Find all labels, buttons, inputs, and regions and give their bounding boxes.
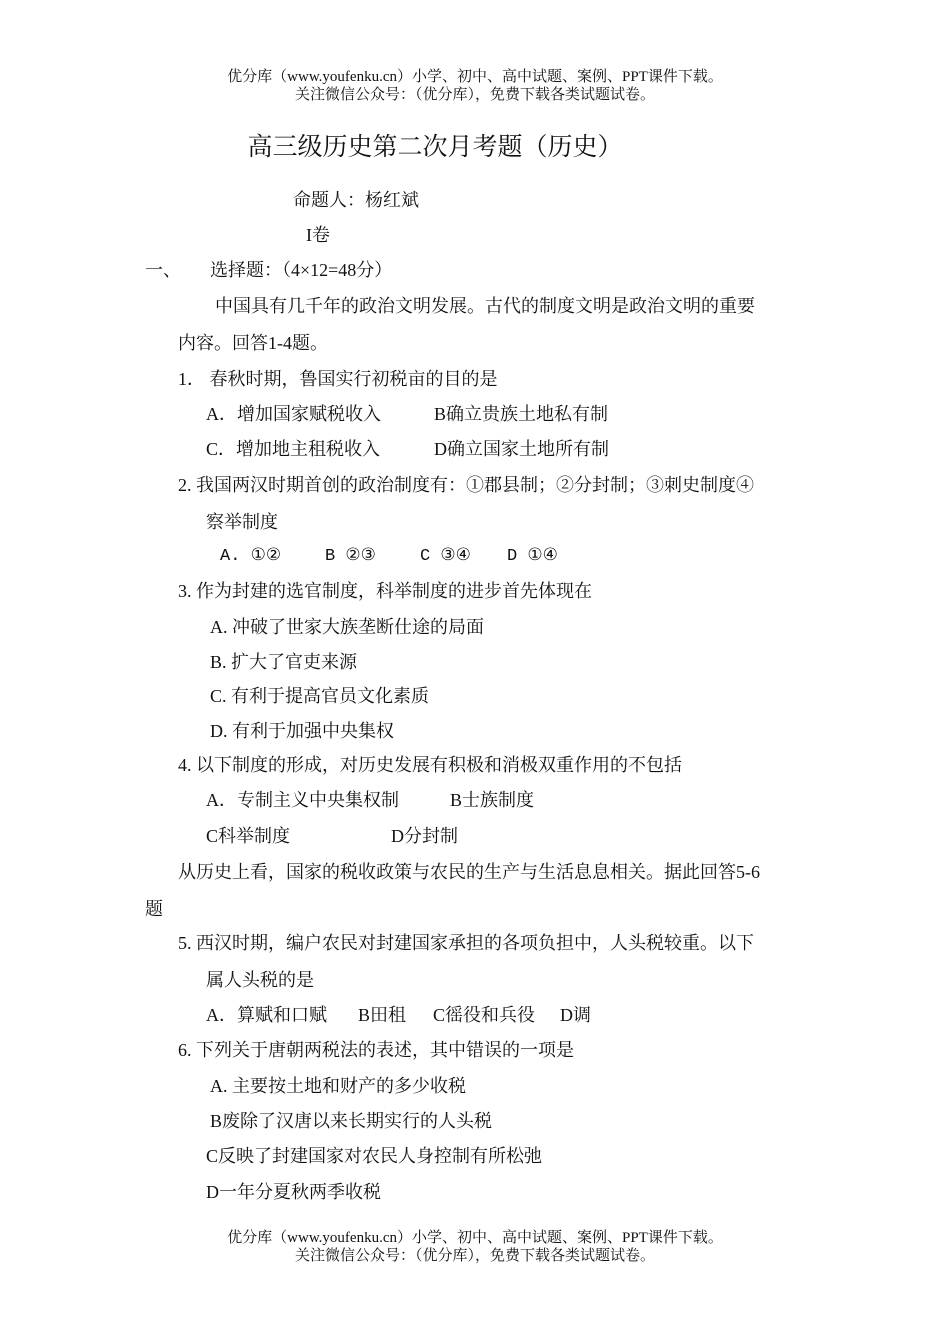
question-3-stem: 3. 作为封建的选官制度，科举制度的进步首先体现在 bbox=[178, 581, 592, 601]
question-5-option-b: B田租 bbox=[358, 1005, 407, 1025]
question-6-stem: 6. 下列关于唐朝两税法的表述，其中错误的一项是 bbox=[178, 1040, 574, 1060]
question-4-option-a: A．专制主义中央集权制 bbox=[206, 790, 399, 810]
question-2-option-c: C ③④ bbox=[420, 547, 471, 566]
question-4-stem: 4. 以下制度的形成，对历史发展有积极和消极双重作用的不包括 bbox=[178, 755, 682, 775]
page-footer-line-2: 关注微信公众号：（优分库），免费下载各类试题试卷。 bbox=[294, 1248, 655, 1264]
question-1-option-b: B确立贵族土地私有制 bbox=[434, 404, 609, 424]
question-5-stem-line-1: 5. 西汉时期，编户农民对封建国家承担的各项负担中，人头税较重。以下 bbox=[178, 933, 754, 953]
question-4-option-d: D分封制 bbox=[391, 826, 458, 846]
question-1-option-a: A．增加国家赋税收入 bbox=[206, 404, 381, 424]
intro-passage-2-line-1: 从历史上看，国家的税收政策与农民的生产与生活息息相关。据此回答5-6 bbox=[178, 862, 760, 882]
exam-title: 高三级历史第二次月考题（历史） bbox=[247, 134, 623, 161]
question-6-option-b: B废除了汉唐以来长期实行的人头税 bbox=[210, 1111, 493, 1131]
question-5-option-d: D调 bbox=[560, 1005, 591, 1025]
question-2-stem-line-1: 2. 我国两汉时期首创的政治制度有：①郡县制；②分封制；③刺史制度④ bbox=[178, 475, 754, 495]
page-header-line-2: 关注微信公众号：（优分库），免费下载各类试题试卷。 bbox=[294, 87, 655, 103]
question-6-option-d: D一年分夏秋两季收税 bbox=[206, 1182, 381, 1202]
intro-passage-2-line-2: 题 bbox=[145, 899, 163, 919]
question-6-option-c: C反映了封建国家对农民人身控制有所松弛 bbox=[206, 1146, 543, 1166]
question-4-option-c: C科举制度 bbox=[206, 826, 291, 846]
question-3-option-c: C. 有利于提高官员文化素质 bbox=[210, 686, 430, 706]
question-6-option-a: A. 主要按土地和财产的多少收税 bbox=[210, 1076, 466, 1096]
exam-author: 命题人：杨红斌 bbox=[293, 190, 419, 210]
question-3-option-a: A. 冲破了世家大族垄断仕途的局面 bbox=[210, 617, 484, 637]
intro-passage-line-1: 中国具有几千年的政治文明发展。古代的制度文明是政治文明的重要 bbox=[215, 296, 755, 316]
question-2-stem-line-2: 察举制度 bbox=[206, 512, 278, 532]
question-3-option-b: B. 扩大了官吏来源 bbox=[210, 652, 358, 672]
question-3-option-d: D. 有利于加强中央集权 bbox=[210, 721, 394, 741]
question-5-option-c: C徭役和兵役 bbox=[433, 1005, 536, 1025]
question-2-option-a: A. ①② bbox=[220, 547, 282, 566]
question-5-option-a: A．算赋和口赋 bbox=[206, 1005, 327, 1025]
question-1-option-c: C．增加地主租税收入 bbox=[206, 439, 381, 459]
question-1-option-d: D确立国家土地所有制 bbox=[434, 439, 609, 459]
exam-volume: I卷 bbox=[306, 225, 330, 245]
question-2-option-d: D ①④ bbox=[507, 547, 558, 566]
page-header-line-1: 优分库（www.youfenku.cn）小学、初中、高中试题、案例、PPT课件下载。 bbox=[227, 69, 723, 85]
question-2-option-b: B ②③ bbox=[325, 547, 376, 566]
question-1-stem: 1． 春秋时期，鲁国实行初税亩的目的是 bbox=[178, 369, 498, 389]
intro-passage-line-2: 内容。回答1-4题。 bbox=[178, 333, 328, 353]
question-4-option-b: B士族制度 bbox=[450, 790, 535, 810]
page-footer-line-1: 优分库（www.youfenku.cn）小学、初中、高中试题、案例、PPT课件下载。 bbox=[227, 1230, 723, 1246]
section-title: 选择题：（4×12=48分） bbox=[210, 260, 393, 280]
question-5-stem-line-2: 属人头税的是 bbox=[206, 970, 314, 990]
section-number: 一、 bbox=[145, 260, 181, 280]
